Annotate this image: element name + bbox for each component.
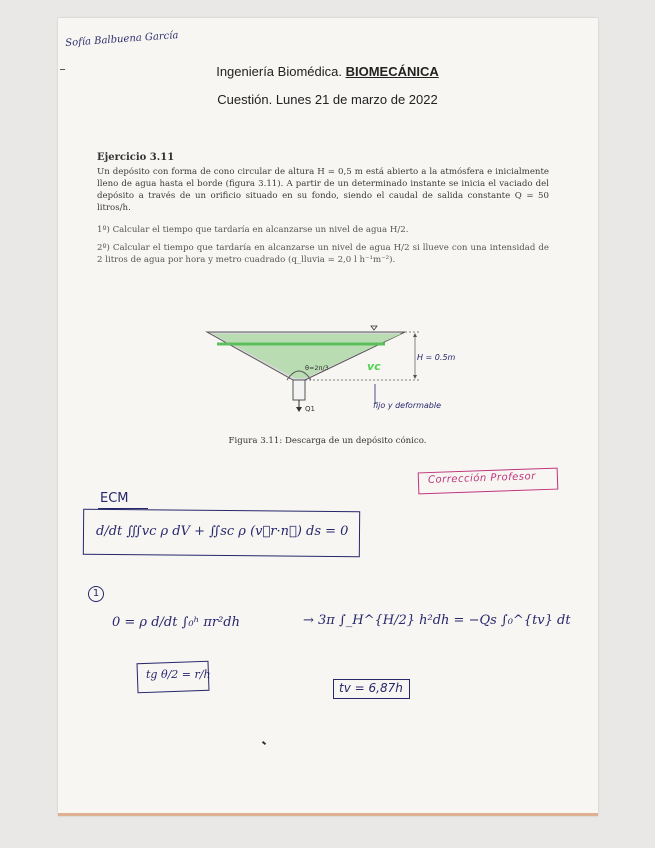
angle-label: θ=2π/3: [305, 364, 329, 372]
conservation-equation: d/dt ∭vc ρ dV + ∬sc ρ (v⃗r·n⃗) ds = 0: [96, 524, 349, 539]
student-name: Sofía Balbuena García: [65, 30, 179, 49]
cone-tank-figure: [205, 322, 495, 422]
correction-label: Corrección Profesor: [427, 471, 536, 486]
figure-caption: Figura 3.11: Descarga de un depósito cónico.: [228, 436, 427, 446]
conservation-label: ECM: [100, 491, 129, 506]
height-dim-arrow-bottom: [413, 375, 417, 379]
result-value: tv = 6,87h: [339, 681, 403, 695]
equation-1: 0 = ρ d/dt ∫₀ʰ πr²dh: [112, 615, 240, 630]
free-surface-symbol: [371, 326, 377, 330]
course-header: [0, 64, 655, 79]
equation-2: → 3π ∫_H^{H/2} h²dh = −Qs ∫₀^{tv} dt: [303, 613, 571, 628]
exercise-title: Ejercicio 3.11: [97, 152, 175, 163]
outlet-pipe: [293, 380, 305, 400]
course-name: Ingeniería Biomédica.: [216, 64, 342, 79]
question-1: 1º) Calcular el tiempo que tardaría en alcanzarse un nivel de agua H/2.: [97, 225, 409, 235]
step-number: 1: [88, 586, 104, 602]
sheet-bottom-edge: [58, 813, 598, 816]
control-volume-label: vc: [367, 360, 381, 373]
subject-name: BIOMECÁNICA: [345, 64, 439, 79]
fixed-deformable-note: fijo y deformable: [373, 401, 442, 410]
height-dim-arrow-top: [413, 333, 417, 337]
question-2: 2º) Calcular el tiempo que tardaría en alcanzarse un nivel de agua H/2 si llueve con una intensidad de 2 litros de agua por hora y metro cuadrado (q_lluvia = 2,0 l h⁻¹m⁻²).: [97, 243, 549, 265]
exercise-statement: Un depósito con forma de cono circular de altura H = 0,5 m está abierto a la atmósfera e inicialmente lleno de agua hasta el borde (figura 3.11). A partir de un determinado instante se inicia el vaciado del depósito a través de un orificio situado en su fondo, siendo el caudal de salida constante Q = 50 litros/h.: [97, 167, 549, 213]
exam-title: Cuestión. Lunes 21 de marzo de 2022: [217, 92, 438, 107]
tangent-relation: tg θ/2 = r/h: [146, 668, 211, 681]
height-label: H = 0.5m: [417, 353, 456, 362]
outflow-label: Q1: [305, 405, 315, 413]
outflow-arrowhead: [296, 407, 302, 412]
